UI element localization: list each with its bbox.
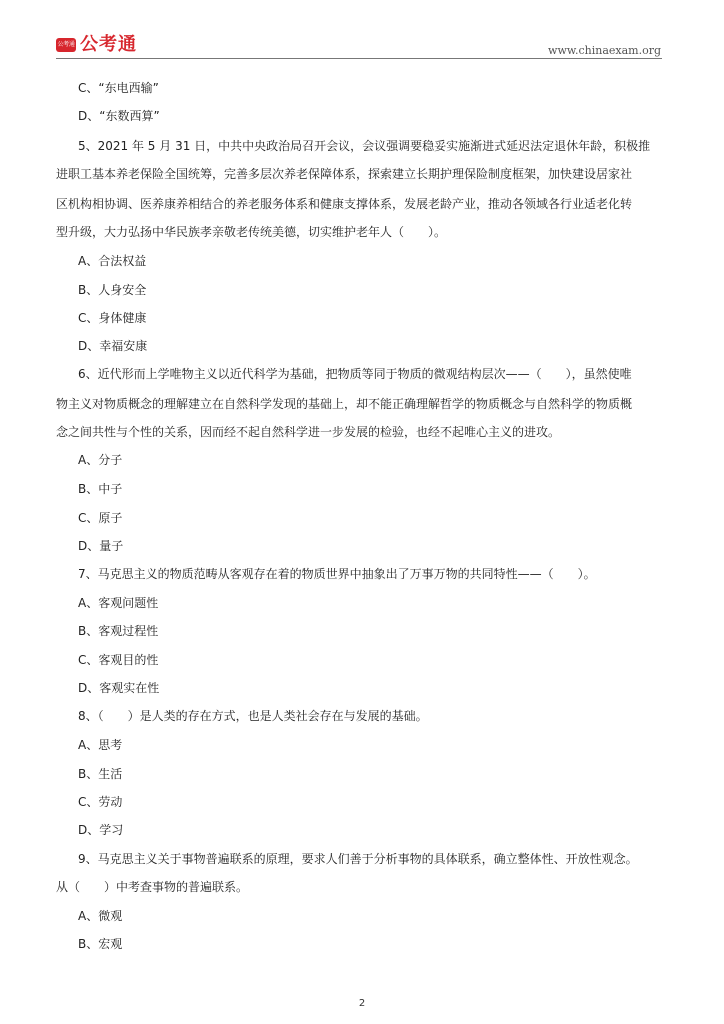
option-line: A、分子 — [78, 453, 123, 467]
question-line: 9、马克思主义关于事物普遍联系的原理，要求人们善于分析事物的具体联系，确立整体性、开放性观念。 — [78, 852, 638, 866]
option-line: C、劳动 — [78, 795, 123, 809]
logo-icon: 公考通 — [56, 38, 76, 52]
option-line: B、客观过程性 — [78, 624, 159, 638]
option-line: D、幸福安康 — [78, 339, 148, 353]
option-line: D、“东数西算” — [78, 109, 160, 123]
option-line: C、“东电西输” — [78, 81, 159, 95]
option-line: A、微观 — [78, 909, 123, 923]
option-line: C、客观目的性 — [78, 653, 159, 667]
option-line: B、人身安全 — [78, 283, 147, 297]
page-header — [0, 0, 724, 62]
question-line: 6、近代形而上学唯物主义以近代科学为基础，把物质等同于物质的微观结构层次——（ ），虽然使唯 — [78, 367, 632, 381]
question-line: 念之间共性与个性的关系，因而经不起自然科学进一步发展的检验，也经不起唯心主义的进攻。 — [56, 425, 561, 439]
option-line: D、量子 — [78, 539, 124, 553]
logo-text: 公考通 — [80, 34, 137, 55]
option-line: A、客观问题性 — [78, 596, 159, 610]
question-line: 区机构相协调、医养康养相结合的养老服务体系和健康支撑体系，发展老龄产业，推动各领域各行业适老化转 — [56, 197, 633, 211]
question-line: 型升级，大力弘扬中华民族孝亲敬老传统美德，切实维护老年人（ ）。 — [56, 225, 447, 239]
site-url[interactable]: www.chinaexam.org — [548, 44, 661, 57]
option-line: A、合法权益 — [78, 254, 147, 268]
option-line: A、思考 — [78, 738, 123, 752]
page-number: 2 — [358, 998, 366, 1009]
option-line: D、客观实在性 — [78, 681, 160, 695]
option-line: B、宏观 — [78, 937, 123, 951]
option-line: C、身体健康 — [78, 311, 147, 325]
question-line: 8、（ ）是人类的存在方式，也是人类社会存在与发展的基础。 — [78, 709, 428, 723]
question-line: 7、马克思主义的物质范畴从客观存在着的物质世界中抽象出了万事万物的共同特性——（ ）。 — [78, 567, 596, 581]
header-divider — [56, 58, 662, 59]
option-line: D、学习 — [78, 823, 124, 837]
question-line: 5、2021 年 5 月 31 日，中共中央政治局召开会议，会议强调要稳妥实施渐进式延迟法定退休年龄，积极推 — [78, 139, 651, 153]
option-line: B、生活 — [78, 767, 123, 781]
question-line: 物主义对物质概念的理解建立在自然科学发现的基础上，却不能正确理解哲学的物质概念与自然科学的物质概 — [56, 397, 633, 411]
question-line: 从（ ）中考查事物的普遍联系。 — [56, 880, 249, 894]
option-line: C、原子 — [78, 511, 123, 525]
option-line: B、中子 — [78, 482, 123, 496]
question-line: 进职工基本养老保险全国统筹，完善多层次养老保障体系，探索建立长期护理保险制度框架，加快建设居家社 — [56, 167, 633, 181]
